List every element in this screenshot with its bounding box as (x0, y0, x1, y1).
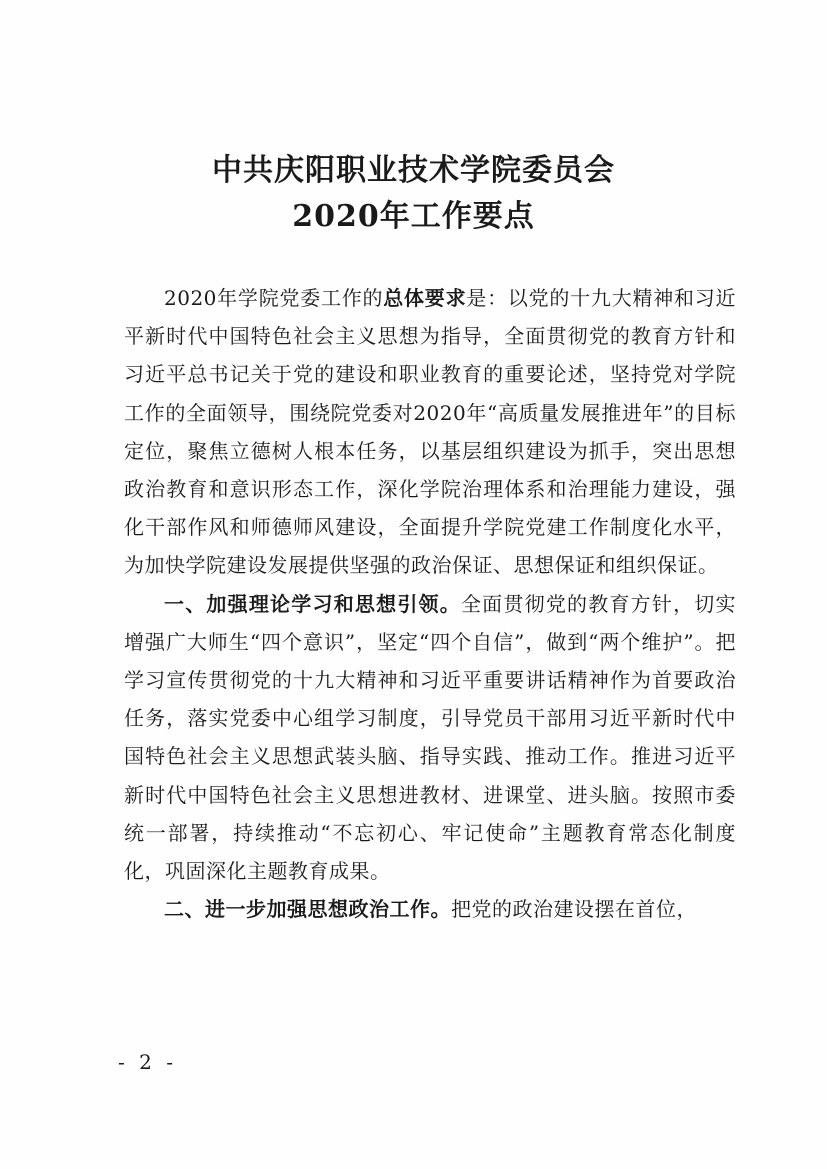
intro-emphasis: 总体要求 (383, 286, 467, 310)
intro-body: 是：以党的十九大精神和习近平新时代中国特色社会主义思想为指导，全面贯彻党的教育方针和习近平总书记关于党的建设和职业教育的重要论述，坚持党对学院工作的全面领导，围绕院党委对2020年“高质量发展推进年”的目标定位，聚焦立德树人根本任务，以基层组织建设为抓手，突出思想政治教育和意识形态工作，深化学院治理体系和治理能力建设，强化干部作风和师德师风建设，全面提升学院党建工作制度化水平，为加快学院建设发展提供坚强的政治保证、思想保证和组织保证。 (124, 286, 737, 578)
intro-prefix: 2020年学院党委工作的 (164, 286, 384, 310)
page-number: - 2 - (118, 1050, 177, 1074)
section-1-heading: 一、加强理论学习和思想引领。 (164, 591, 461, 616)
section-1-body: 全面贯彻党的教育方针，切实增强广大师生“四个意识”，坚定“四个自信”，做到“两个维护”。把学习宣传贯彻党的十九大精神和习近平重要讲话精神作为首要政治任务，落实党委中心组学习制度，引导党员干部用习近平新时代中国特色社会主义思想武装头脑、指导实践、推动工作。推进习近平新时代中国特色社会主义思想进教材、进课堂、进头脑。按照市委统一部署，持续推动“不忘初心、牢记使命”主题教育常态化制度化，巩固深化主题教育成果。 (124, 591, 737, 884)
section-2-paragraph (124, 890, 736, 928)
title-line-2: 2020年工作要点 (292, 199, 535, 234)
title-line-1: 中共庆阳职业技术学院委员会 (212, 153, 615, 188)
section-1-paragraph (124, 585, 736, 891)
document-body (124, 279, 736, 928)
section-2-body: 把党的政治建设摆在首位， (451, 897, 697, 922)
document-title (0, 148, 827, 240)
intro-paragraph (124, 279, 736, 585)
section-2-heading: 二、进一步加强思想政治工作。 (164, 897, 451, 922)
